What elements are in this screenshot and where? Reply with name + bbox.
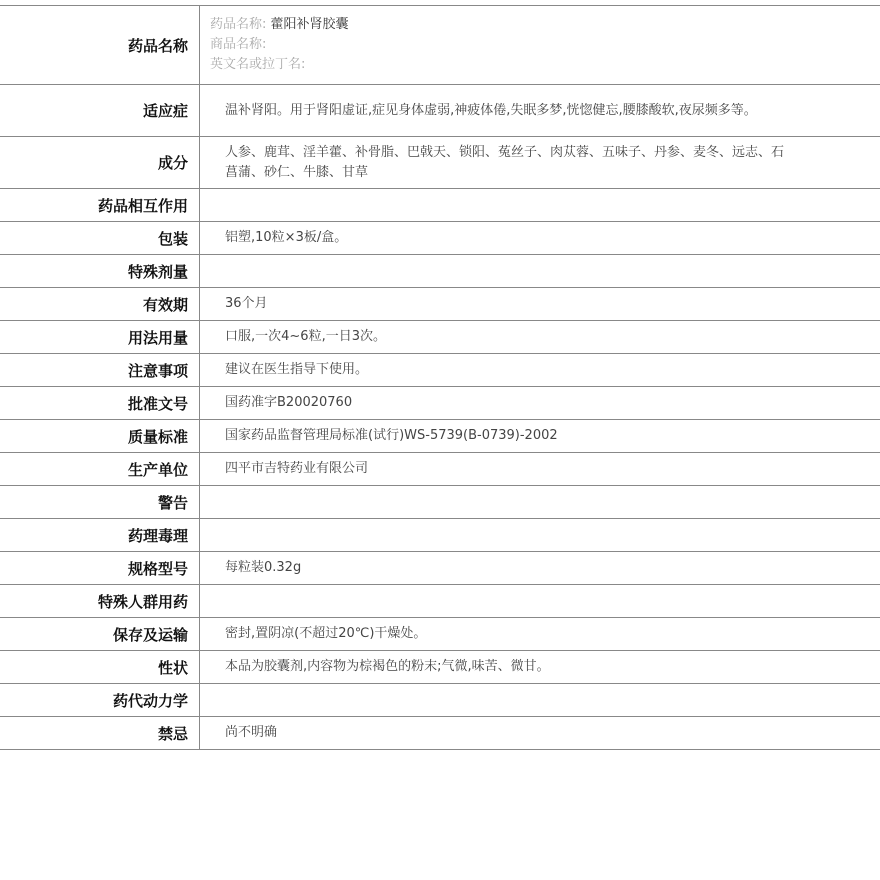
row-label: 批准文号 — [0, 387, 200, 419]
trade-name-label: 商品名称: — [210, 37, 267, 52]
row-value: 建议在医生指导下使用。 — [225, 362, 369, 377]
row-label: 适应症 — [0, 85, 200, 136]
generic-name-value: 藿阳补肾胶囊 — [270, 17, 349, 32]
row-value: 密封,置阴凉(不超过20℃)干燥处。 — [225, 626, 427, 641]
row-precautions — [0, 354, 880, 387]
row-label: 有效期 — [0, 288, 200, 320]
row-label: 保存及运输 — [0, 618, 200, 650]
row-value: 每粒装0.32g — [225, 560, 302, 575]
row-label: 药品相互作用 — [0, 189, 200, 221]
row-label: 药代动力学 — [0, 684, 200, 716]
row-value: 尚不明确 — [225, 725, 278, 740]
row-value — [200, 519, 880, 551]
row-storage — [0, 618, 880, 651]
row-label: 药品名称 — [0, 6, 200, 84]
row-value: 本品为胶囊剂,内容物为棕褐色的粉末;气微,味苦、微甘。 — [225, 659, 550, 674]
row-value — [200, 255, 880, 287]
row-label: 注意事项 — [0, 354, 200, 386]
row-value — [200, 486, 880, 518]
row-contraindications — [0, 717, 880, 750]
english-name-label: 英文名或拉丁名: — [210, 57, 306, 72]
row-label: 规格型号 — [0, 552, 200, 584]
row-label: 包装 — [0, 222, 200, 254]
row-value: 国家药品监督管理局标准(试行)WS-5739(B-0739)-2002 — [225, 428, 558, 443]
row-special-populations — [0, 585, 880, 618]
drug-info-table — [0, 5, 880, 750]
row-value: 国药准字B20020760 — [225, 395, 353, 410]
generic-name-line — [210, 15, 790, 35]
row-dosage — [0, 321, 880, 354]
row-manufacturer — [0, 453, 880, 486]
row-value: 口服,一次4~6粒,一日3次。 — [225, 329, 386, 344]
row-label: 生产单位 — [0, 453, 200, 485]
generic-name-label: 药品名称: — [210, 17, 267, 32]
row-label: 特殊人群用药 — [0, 585, 200, 617]
row-label: 质量标准 — [0, 420, 200, 452]
row-indications — [0, 85, 880, 137]
row-interactions — [0, 189, 880, 222]
row-label: 药理毒理 — [0, 519, 200, 551]
row-pharmacokinetics — [0, 684, 880, 717]
row-approval-number — [0, 387, 880, 420]
row-ingredients — [0, 137, 880, 189]
row-value: 36个月 — [225, 296, 268, 311]
row-label: 成分 — [0, 137, 200, 188]
row-value: 铝塑,10粒×3板/盒。 — [225, 230, 348, 245]
row-quality-standard — [0, 420, 880, 453]
row-value — [200, 189, 880, 221]
row-description — [0, 651, 880, 684]
row-value: 温补肾阳。用于肾阳虚证,症见身体虚弱,神疲体倦,失眠多梦,恍惚健忘,腰膝酸软,夜尿频多等。 — [225, 102, 757, 118]
row-label: 特殊剂量 — [0, 255, 200, 287]
row-drug-name — [0, 6, 880, 85]
row-shelf-life — [0, 288, 880, 321]
row-value: 四平市吉特药业有限公司 — [225, 461, 369, 476]
row-warning — [0, 486, 880, 519]
row-label: 警告 — [0, 486, 200, 518]
row-label: 用法用量 — [0, 321, 200, 353]
drug-name-block — [200, 6, 880, 84]
row-value — [200, 684, 880, 716]
row-specification — [0, 552, 880, 585]
row-pharmacology — [0, 519, 880, 552]
row-packaging — [0, 222, 880, 255]
row-value — [200, 585, 880, 617]
row-label: 性状 — [0, 651, 200, 683]
row-value: 人参、鹿茸、淫羊藿、补骨脂、巴戟天、锁阳、菟丝子、肉苁蓉、五味子、丹参、麦冬、远志、石菖蒲、砂仁、牛膝、甘草 — [225, 144, 785, 180]
row-label: 禁忌 — [0, 717, 200, 749]
row-special-dosage — [0, 255, 880, 288]
